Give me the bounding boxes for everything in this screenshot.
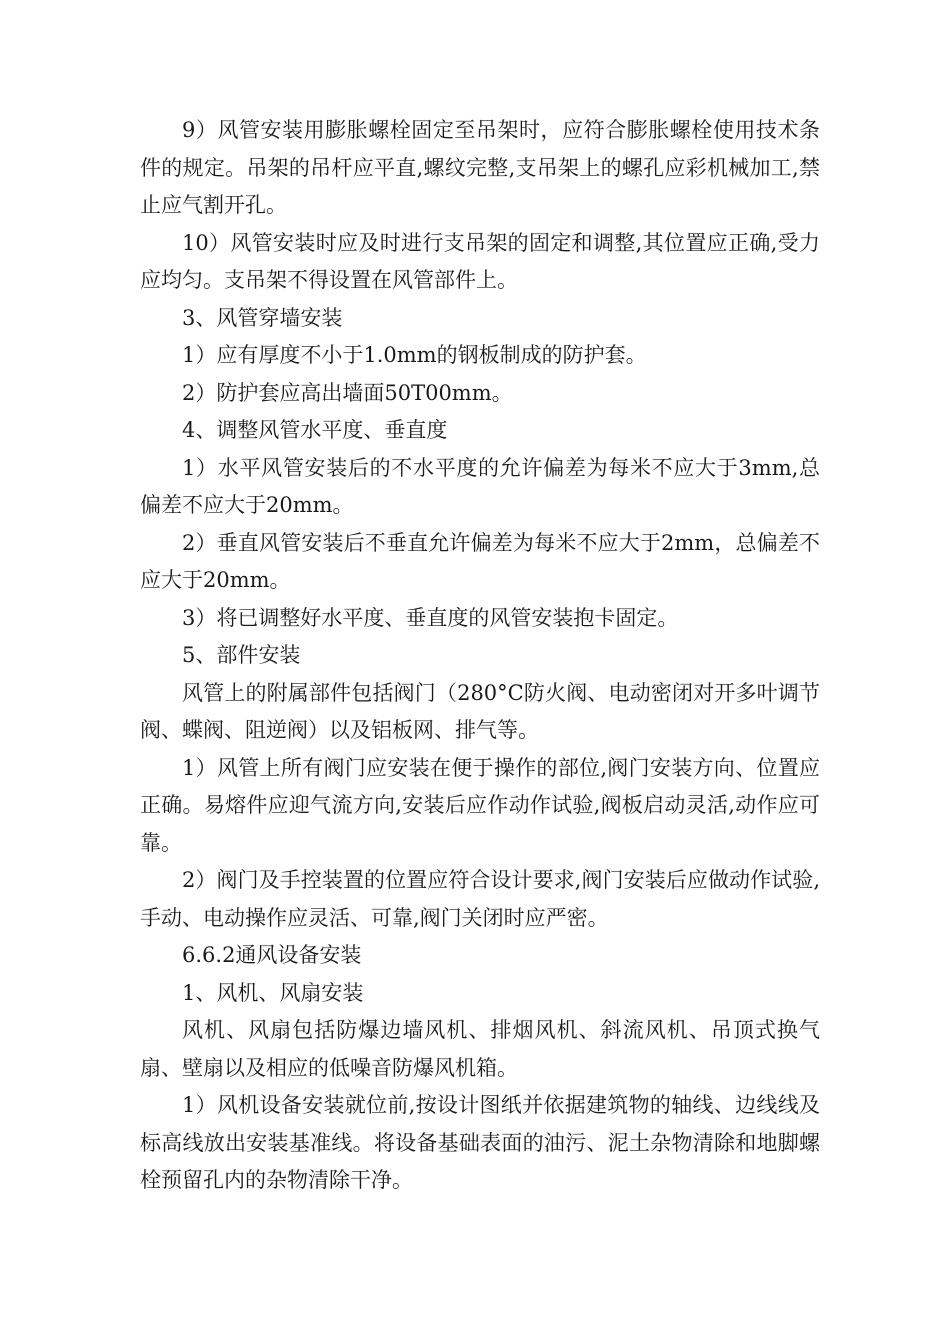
paragraph-valve-controls: 2）阀门及手控装置的位置应符合设计要求,阀门安装后应做动作试验,手动、电动操作应灵活、可靠,阀门关闭时应严密。 (140, 868, 820, 930)
paragraph-vertical-tolerance: 2）垂直风管安装后不垂直允许偏差为每米不应大于2mm，总偏差不应大于20mm。 (140, 530, 820, 592)
paragraph-protective-sleeve-height: 2）防护套应高出墙面50T00mm。 (182, 380, 513, 405)
paragraph-item-10-hanger-adjustment: 10）风管安装时应及时进行支吊架的固定和调整,其位置应正确,受力应均匀。支吊架不得设置在风管部件上。 (140, 230, 820, 292)
paragraph-protective-sleeve-thickness: 1）应有厚度不小于1.0mm的钢板制成的防护套。 (182, 343, 647, 367)
paragraph-fan-baseline: 1）风机设备安装就位前,按设计图纸并依据建筑物的轴线、边线线及标高线放出安装基准线。将设备基础表面的油污、泥土杂物清除和地脚螺栓预留孔内的杂物清除干净。 (140, 1093, 820, 1192)
section-heading-fan-install: 1、风机、风扇安装 (182, 980, 364, 1005)
section-heading-ventilation-equipment: 6.6.2通风设备安装 (182, 943, 362, 967)
paragraph-horizontal-tolerance: 1）水平风管安装后的不水平度的允许偏差为每米不应大于3mm,总偏差不应大于20mm。 (140, 455, 820, 517)
section-heading-level-plumb: 4、调整风管水平度、垂直度 (182, 418, 448, 442)
paragraph-valve-placement: 1）风管上所有阀门应安装在便于操作的部位,阀门安装方向、位置应正确。易熔件应迎气流方向,安装后应作动作试验,阀板启动灵活,动作应可靠。 (140, 755, 820, 855)
paragraph-fan-types: 风机、风扇包括防爆边墙风机、排烟风机、斜流风机、吊顶式换气扇、壁扇以及相应的低噪音防爆风机箱。 (140, 1018, 820, 1080)
section-heading-component-install: 5、部件安装 (182, 643, 301, 667)
paragraph-accessory-list: 风管上的附属部件包括阀门（280°C防火阀、电动密闭对开多叶调节阀、蝶阀、阻逆阀）以及铝板网、排气等。 (140, 680, 820, 742)
document-body (140, 112, 820, 1200)
section-heading-wall-penetration: 3、风管穿墙安装 (182, 305, 343, 330)
paragraph-clamp-fixing: 3）将已调整好水平度、垂直度的风管安装抱卡固定。 (182, 605, 679, 630)
paragraph-item-9-anchor-bolts: 9）风管安装用膨胀螺栓固定至吊架时，应符合膨胀螺栓使用技术条件的规定。吊架的吊杆应平直,螺纹完整,支吊架上的螺孔应彩机械加工,禁止应气割开孔。 (140, 118, 820, 217)
